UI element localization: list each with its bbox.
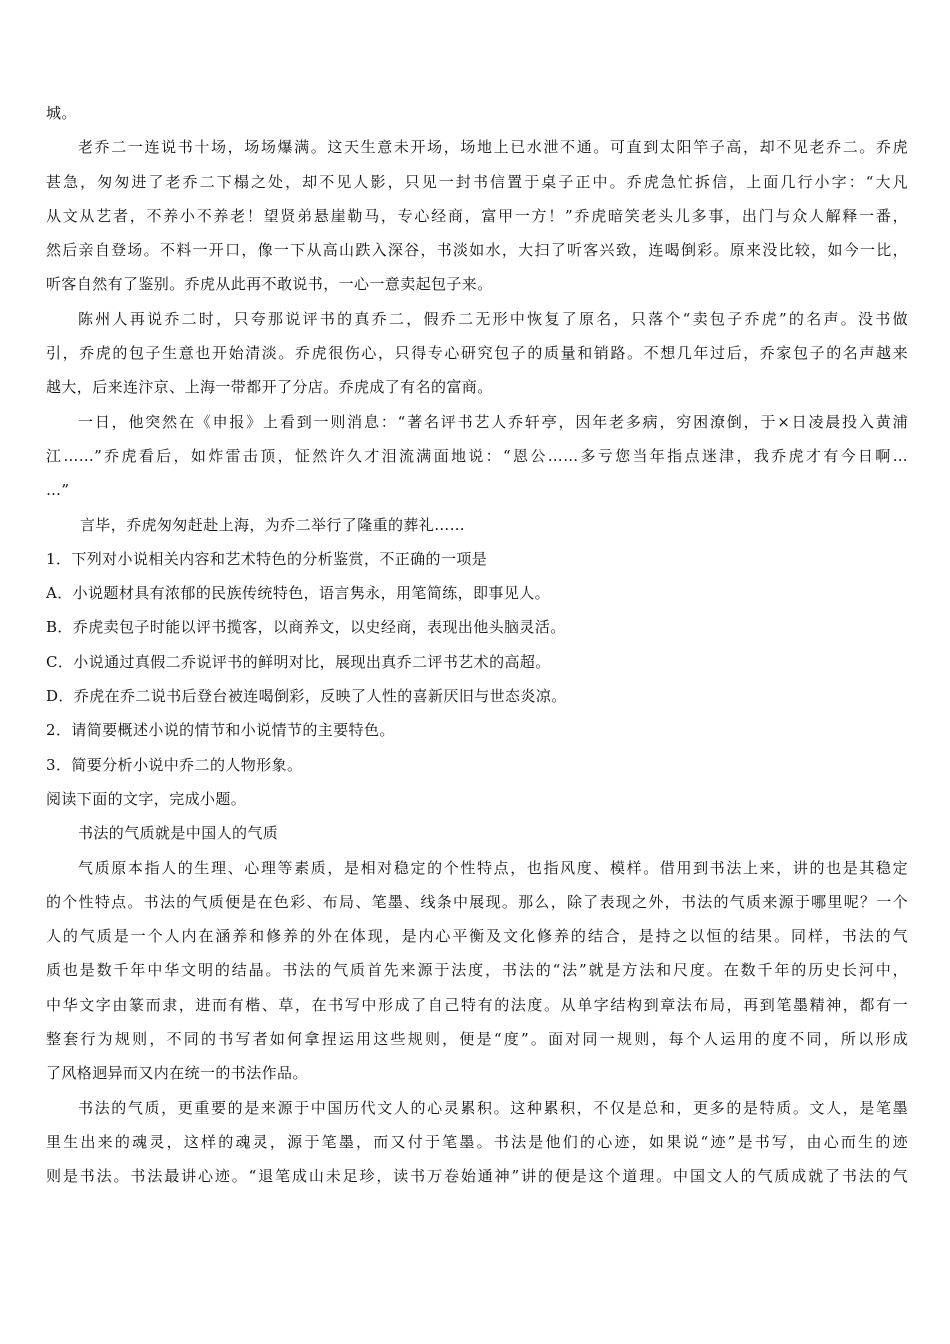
option-c: C．小说通过真假二乔说评书的鲜明对比，展现出真乔二评书艺术的高超。 — [46, 652, 551, 671]
text-line: 城。 — [46, 104, 77, 122]
text-line: 则是书法。书法最讲心迹。“退笔成山未足珍，读书万卷始通神”讲的便是这个道理。中国文人的气质成就了书法的气 — [46, 1167, 908, 1186]
story-paragraph-3 — [46, 405, 908, 508]
text-line: 了风格迥异而又内在统一的书法作品。 — [46, 1064, 308, 1083]
question-3: 3．简要分析小说中乔二的人物形象。 — [46, 755, 303, 774]
text-line: 一日，他突然在《申报》上看到一则消息：“著名评书艺人乔轩亭，因年老多病，穷困潦倒，于×日凌晨投入黄浦 — [78, 412, 908, 431]
text-line: 陈州人再说乔二时，只夸那说评书的真乔二，假乔二无形中恢复了原名，只落个“卖包子乔虎”的名声。没书做 — [78, 309, 908, 328]
text-line: 人的气质是一个人内在涵养和修养的外在体现，是内心平衡及文化修养的结合，是持之以恒的结果。同样，书法的气 — [46, 927, 908, 946]
passage-title: 书法的气质就是中国人的气质 — [78, 824, 279, 843]
text-line: 江……”乔虎看后，如炸雷击顶，怔然许久才泪流满面地说：“恩公……多亏您当年指点迷津，我乔虎才有今日啊… — [46, 446, 908, 465]
option-d: D．乔虎在乔二说书后登台被连喝倒彩，反映了人性的喜新厌旧与世态炎凉。 — [46, 687, 567, 706]
story-paragraph-2 — [46, 302, 908, 405]
text-line: 听客自然有了鉴别。乔虎从此再不敢说书，一心一意卖起包子来。 — [46, 275, 493, 294]
story-paragraph-4: 言毕，乔虎匆匆赶赴上海，为乔二举行了隆重的葬礼…… — [80, 515, 466, 534]
passage-paragraph-1 — [46, 851, 908, 1091]
option-a: A．小说题材具有浓郁的民族传统特色，语言隽永，用笔简练，即事见人。 — [46, 584, 551, 603]
question-2: 2．请简要概述小说的情节和小说情节的主要特色。 — [46, 721, 395, 740]
text-line: 然后亲自登场。不料一开口，像一下从高山跌入深谷，书淡如水，大扫了听客兴致，连喝倒彩。原来没比较，如今一比， — [46, 241, 908, 260]
text-line: 引，乔虎的包子生意也开始清淡。乔虎很伤心，只得专心研究包子的质量和销路。不想几年过后，乔家包子的名声越来 — [46, 344, 908, 363]
text-line: 越大，后来连汴京、上海一带都开了分店。乔虎成了有名的富商。 — [46, 378, 493, 397]
text-line: 书法的气质，更重要的是来源于中国历代文人的心灵累积。这种累积，不仅是总和，更多的是特质。文人，是笔墨 — [78, 1098, 908, 1117]
text-line: 从文从艺者，不养小不养老！望贤弟悬崖勒马，专心经商，富甲一方！”乔虎暗笑老头儿多事，出门与众人解释一番， — [46, 206, 908, 225]
text-line: …” — [46, 481, 70, 500]
text-line: 质也是数千年中华文明的结晶。书法的气质首先来源于法度，书法的“法”就是方法和尺度。在数千年的历史长河中， — [46, 961, 908, 980]
text-line: 的个性特点。书法的气质便是在色彩、布局、笔墨、线条中展现。那么，除了表现之外，书法的气质来源于哪里呢？一个 — [46, 892, 908, 911]
text-line: 中华文字由篆而隶，进而有楷、草，在书写中形成了自己特有的法度。从单字结构到章法布局，再到笔墨精神，都有一 — [46, 995, 908, 1014]
option-b: B．乔虎卖包子时能以评书揽客，以商养文，以史经商，表现出他头脑灵活。 — [46, 618, 566, 637]
question-1: 1．下列对小说相关内容和艺术特色的分析鉴赏，不正确的一项是 — [46, 549, 488, 568]
text-line: 整套行为规则，不同的书写者如何拿捏运用这些规则，便是“度”。面对同一规则，每个人运用的度不同，所以形成 — [46, 1030, 908, 1049]
story-paragraph-1 — [46, 130, 908, 301]
text-line: 甚急，匆匆进了老乔二下榻之处，却不见人影，只见一封书信置于桌子正中。乔虎急忙拆信，上面几行小字：“大凡 — [46, 172, 908, 191]
passage-paragraph-2 — [46, 1091, 908, 1194]
text-line: 老乔二一连说书十场，场场爆满。这天生意未开场，场地上已水泄不通。可直到太阳竿子高，却不见老乔二。乔虎 — [78, 138, 908, 157]
text-line: 气质原本指人的生理、心理等素质，是相对稳定的个性特点，也指风度、模样。借用到书法上来，讲的也是其稳定 — [78, 858, 908, 877]
question-block — [46, 542, 908, 782]
reading-instruction: 阅读下面的文字，完成小题。 — [46, 789, 247, 808]
text-line: 里生出来的魂灵，这样的魂灵，源于笔墨，而又付于笔墨。书法是他们的心迹，如果说“迹”是书写，由心而生的迹 — [46, 1132, 908, 1151]
document-page — [46, 96, 908, 1194]
